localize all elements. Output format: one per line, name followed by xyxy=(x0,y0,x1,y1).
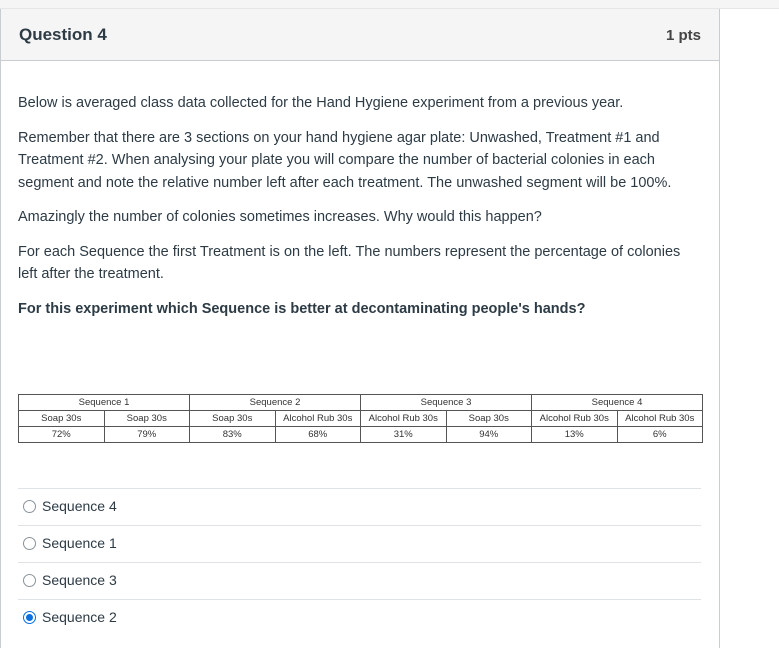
value-cell: 83% xyxy=(190,427,276,443)
table-treatment-row xyxy=(19,411,703,427)
treatment-cell: Alcohol Rub 30s xyxy=(532,411,618,427)
question-paragraph: Below is averaged class data collected for the Hand Hygiene experiment from a previous year. xyxy=(18,95,624,111)
question-prompt: For this experiment which Sequence is better at decontaminating people's hands? xyxy=(18,300,586,317)
table-value-row xyxy=(19,427,703,443)
treatment-cell: Soap 30s xyxy=(19,411,105,427)
value-cell: 94% xyxy=(446,427,532,443)
table-header-row xyxy=(19,395,703,411)
value-cell: 68% xyxy=(275,427,361,443)
treatment-cell: Alcohol Rub 30s xyxy=(275,411,361,427)
treatment-cell: Alcohol Rub 30s xyxy=(617,411,703,427)
answer-label[interactable]: Sequence 2 xyxy=(42,609,117,625)
radio-button[interactable] xyxy=(23,537,36,550)
sequence-header: Sequence 2 xyxy=(190,395,361,411)
value-cell: 13% xyxy=(532,427,618,443)
question-text xyxy=(18,92,702,332)
top-strip xyxy=(0,0,779,9)
radio-button[interactable] xyxy=(23,574,36,587)
treatment-cell: Soap 30s xyxy=(446,411,532,427)
sequence-header: Sequence 4 xyxy=(532,395,703,411)
question-header xyxy=(1,9,719,61)
value-cell: 31% xyxy=(361,427,447,443)
answer-list xyxy=(18,488,701,636)
answer-option[interactable] xyxy=(18,562,701,599)
question-paragraph: Remember that there are 3 sections on your hand hygiene agar plate: Unwashed, Treatment #1 and Treatment #2. When analysing your plate you will compare the number of bacterial colonies in each segment and note the relative number left after each treatment. The unwashed segment will be 100%. xyxy=(18,129,672,191)
treatment-cell: Alcohol Rub 30s xyxy=(361,411,447,427)
answer-option[interactable] xyxy=(18,488,701,525)
sequence-header: Sequence 3 xyxy=(361,395,532,411)
question-paragraph: For each Sequence the first Treatment is on the left. The numbers represent the percentage of colonies left after the treatment. xyxy=(18,243,681,282)
answer-option[interactable] xyxy=(18,599,701,636)
value-cell: 72% xyxy=(19,427,105,443)
value-cell: 79% xyxy=(104,427,190,443)
data-table xyxy=(18,394,703,443)
question-paragraph: Amazingly the number of colonies sometimes increases. Why would this happen? xyxy=(18,209,542,225)
answer-label[interactable]: Sequence 1 xyxy=(42,535,117,551)
answer-label[interactable]: Sequence 4 xyxy=(42,498,117,514)
value-cell: 6% xyxy=(617,427,703,443)
treatment-cell: Soap 30s xyxy=(104,411,190,427)
answer-label[interactable]: Sequence 3 xyxy=(42,572,117,588)
sequence-header: Sequence 1 xyxy=(19,395,190,411)
treatment-cell: Soap 30s xyxy=(190,411,276,427)
radio-button[interactable] xyxy=(23,500,36,513)
question-points: 1 pts xyxy=(665,27,701,44)
radio-button[interactable] xyxy=(23,611,36,624)
question-title: Question 4 xyxy=(19,25,107,44)
answer-option[interactable] xyxy=(18,525,701,562)
